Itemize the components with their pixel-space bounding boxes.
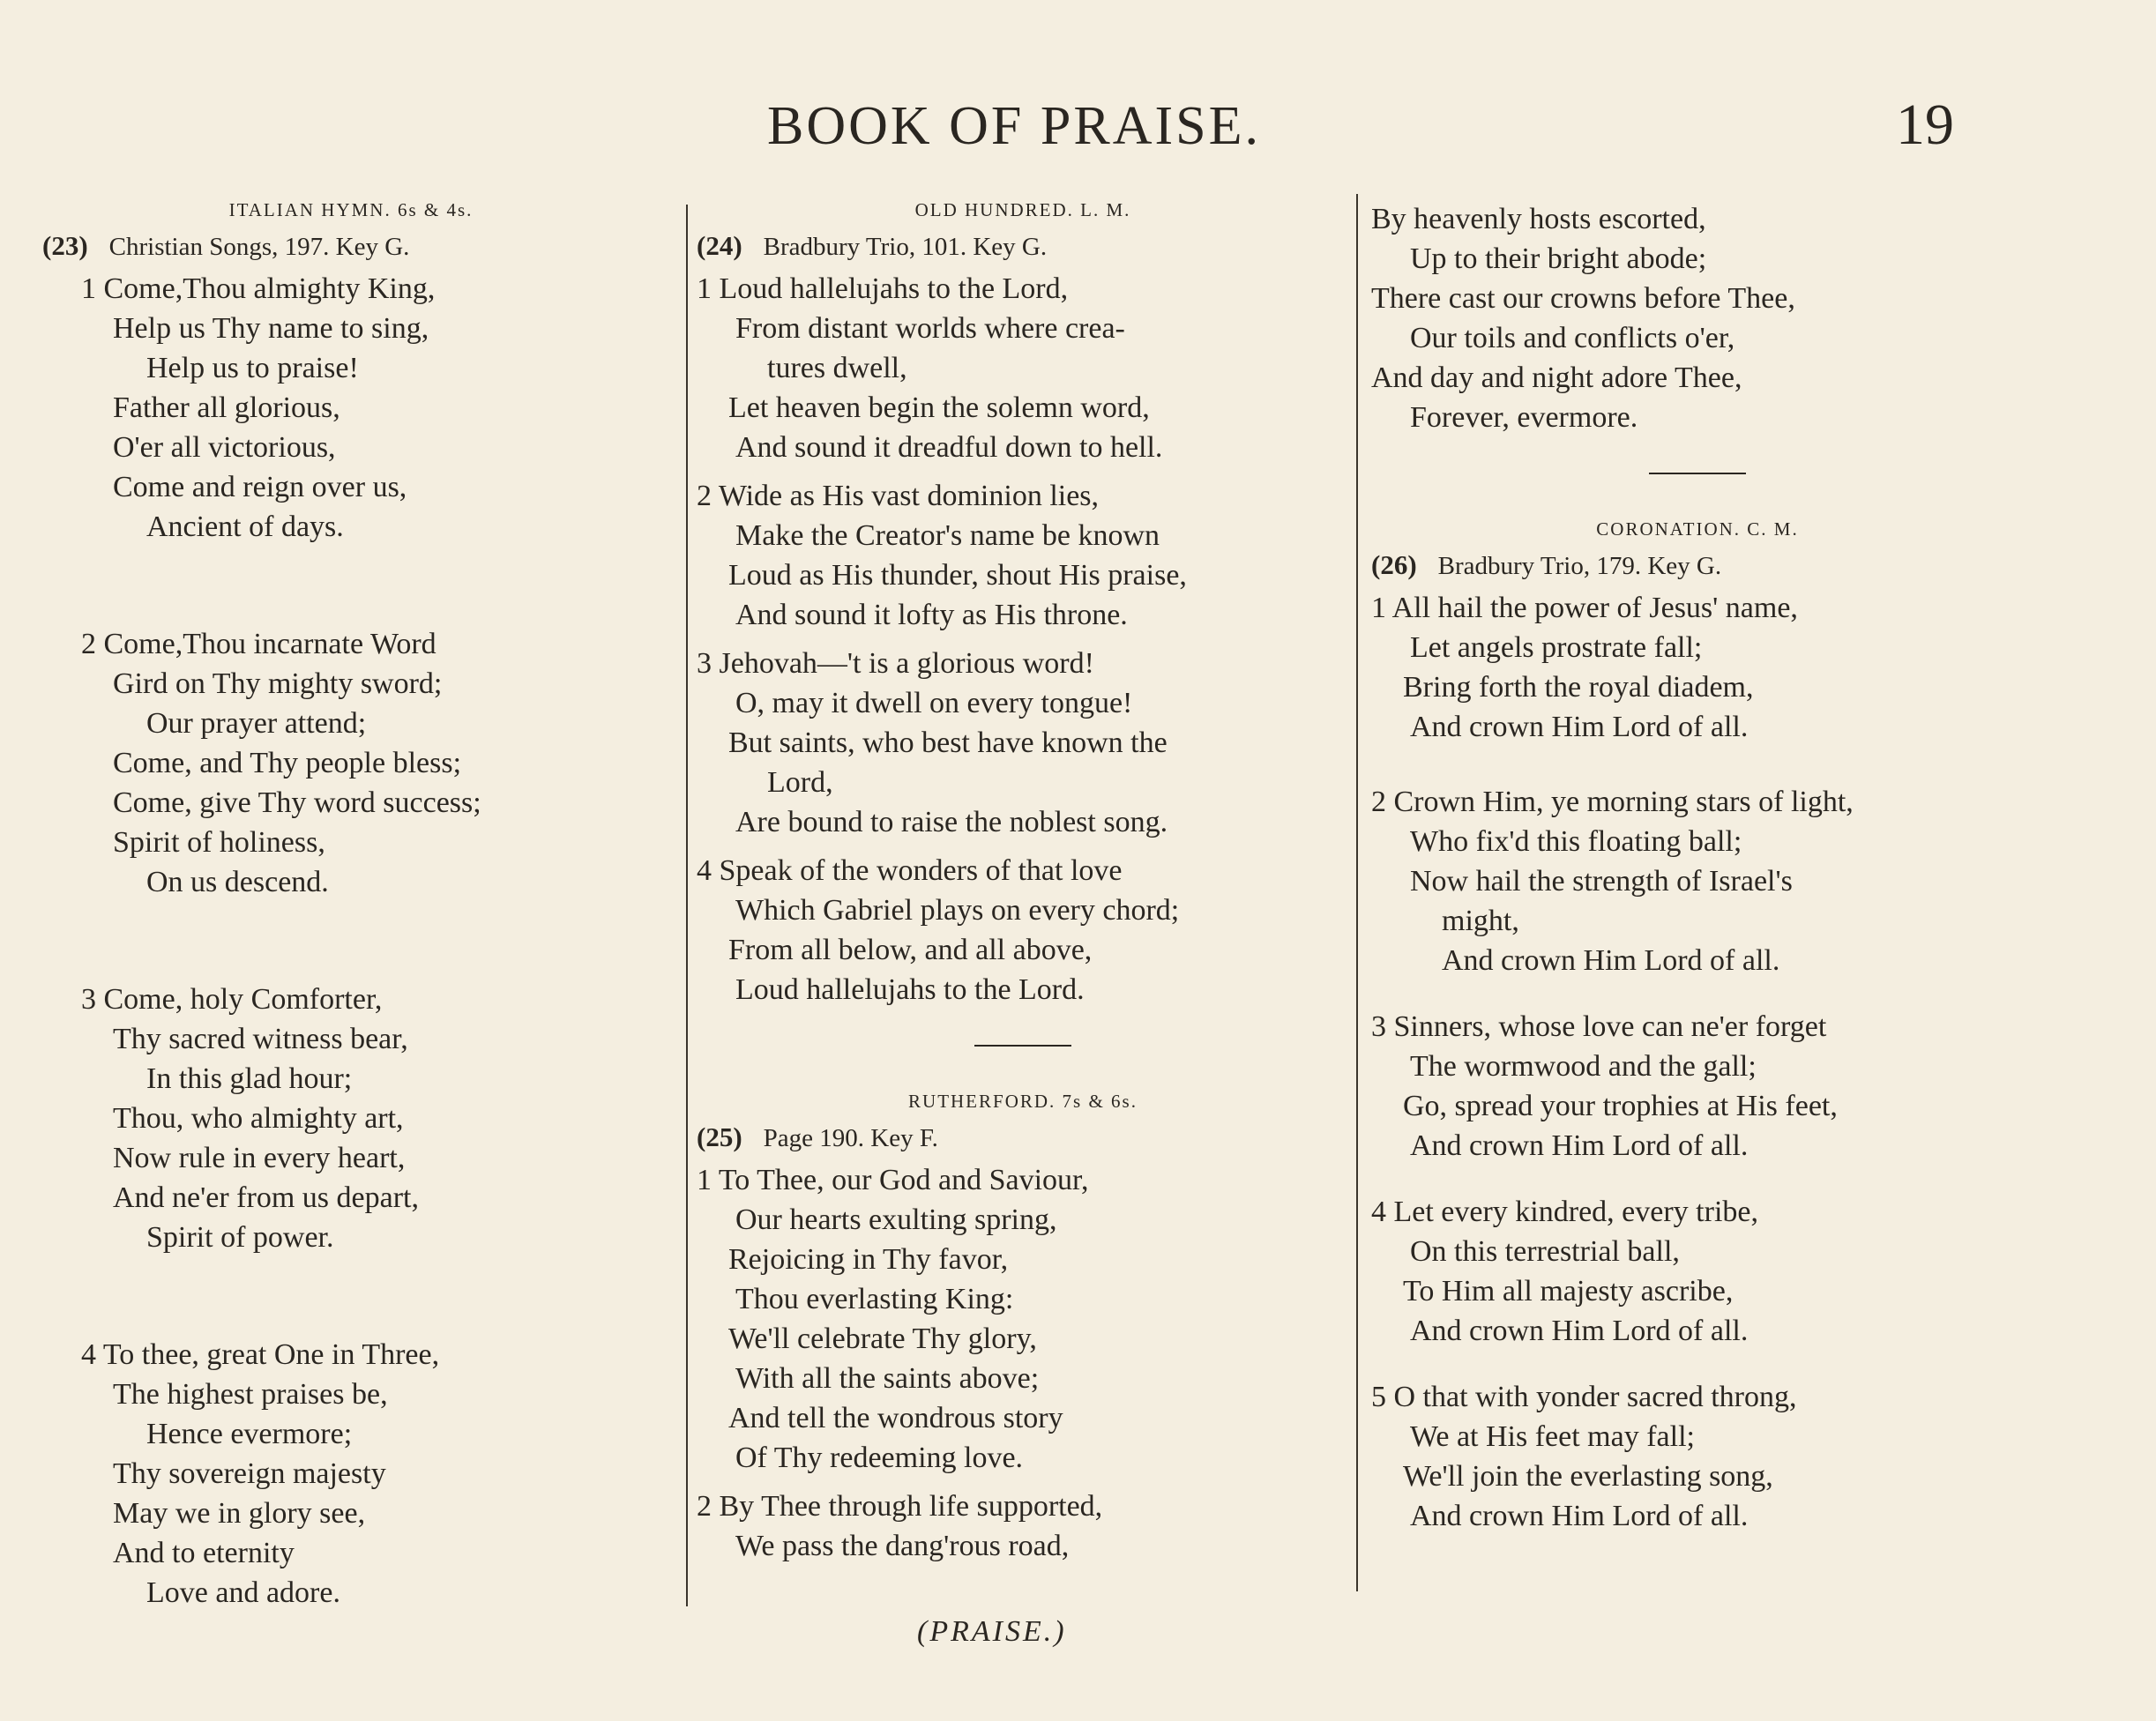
stanza	[697, 644, 1349, 842]
hymn-tune-name: CORONATION. C. M.	[1596, 518, 1799, 540]
hymn-number: (26)	[1371, 549, 1417, 580]
verse-line: On us descend.	[146, 866, 329, 898]
verse-line: O'er all victorious,	[113, 431, 336, 464]
verse-line: Who fix'd this floating ball;	[1410, 825, 1742, 858]
stanza	[1371, 1377, 2024, 1536]
verse-line: From all below, and all above,	[728, 934, 1093, 966]
stanza	[42, 269, 660, 547]
hymn-tune-name: ITALIAN HYMN. 6s & 4s.	[228, 199, 474, 220]
verse-line: On this terrestrial ball,	[1410, 1235, 1680, 1268]
stanza	[697, 851, 1349, 1010]
verse-line: Now rule in every heart,	[113, 1142, 406, 1174]
hymn-source: Christian Songs, 197. Key G.	[108, 233, 410, 261]
hymn-reference	[697, 1121, 1349, 1153]
hymn-number: (23)	[42, 230, 88, 261]
verse-line: Spirit of power.	[146, 1221, 334, 1254]
verse-line: Father all glorious,	[113, 391, 340, 424]
hymn-tune-name: OLD HUNDRED. L. M.	[914, 199, 1131, 220]
verse-line: 4 To thee, great One in Three,	[81, 1338, 440, 1371]
stanza	[1371, 1007, 2024, 1166]
stanza	[697, 1486, 1349, 1566]
page-title: BOOK OF PRAISE.	[766, 96, 1262, 156]
verse-line: Help us to praise!	[146, 352, 359, 384]
verse-line: 3 Sinners, whose love can ne'er forget	[1371, 1010, 1827, 1043]
verse-line: Love and adore.	[146, 1576, 340, 1609]
verse-line: And sound it lofty as His throne.	[735, 599, 1128, 631]
verse-line: 2 By Thee through life supported,	[697, 1490, 1103, 1523]
stanza	[42, 624, 660, 902]
verse-line: But saints, who best have known the	[728, 726, 1168, 759]
verse-line: Which Gabriel plays on every chord;	[735, 894, 1180, 927]
verse-line: Gird on Thy mighty sword;	[113, 667, 443, 700]
verse-line: Of Thy redeeming love.	[735, 1442, 1024, 1474]
verse-line: In this glad hour;	[146, 1062, 353, 1095]
verse-line: Let angels prostrate fall;	[1410, 631, 1703, 664]
verse-line: might,	[1442, 905, 1519, 937]
stanza	[1371, 782, 2024, 980]
verse-line: And crown Him Lord of all.	[1410, 1129, 1749, 1162]
verse-line: Thou, who almighty art,	[113, 1102, 404, 1135]
verse-line: Our toils and conflicts o'er,	[1410, 322, 1735, 354]
verse-line: The highest praises be,	[113, 1378, 388, 1411]
verse-line: And crown Him Lord of all.	[1442, 944, 1780, 977]
verse-line: 4 Speak of the wonders of that love	[697, 854, 1123, 887]
stanza	[697, 269, 1349, 467]
verse-line: Come, and Thy people bless;	[113, 747, 462, 779]
hymn-tune-name: RUTHERFORD. 7s & 6s.	[908, 1091, 1138, 1112]
column-left	[42, 199, 660, 1621]
verse-line: May we in glory see,	[113, 1497, 366, 1530]
verse-line: Come, give Thy word success;	[113, 786, 481, 819]
verse-line: And tell the wondrous story	[728, 1402, 1063, 1434]
hymn-source: Bradbury Trio, 101. Key G.	[763, 233, 1048, 261]
verse-line: 1 Loud hallelujahs to the Lord,	[697, 272, 1069, 305]
verse-line: And day and night adore Thee,	[1371, 361, 1742, 394]
hymn-source: Bradbury Trio, 179. Key G.	[1437, 552, 1722, 580]
verse-line: Hence evermore;	[146, 1418, 353, 1450]
verse-line: Rejoicing in Thy favor,	[728, 1243, 1009, 1276]
hymn-reference	[42, 230, 660, 262]
verse-line: 1 To Thee, our God and Saviour,	[697, 1164, 1089, 1196]
column-right	[1371, 199, 2024, 1545]
verse-line: And sound it dreadful down to hell.	[735, 431, 1163, 464]
verse-line: Let heaven begin the solemn word,	[728, 391, 1150, 424]
verse-line: Our prayer attend;	[146, 707, 367, 740]
verse-line: Loud hallelujahs to the Lord.	[735, 973, 1085, 1006]
column-divider-left	[686, 205, 688, 1606]
verse-line: And to eternity	[113, 1537, 295, 1569]
verse-line: Make the Creator's name be known	[735, 519, 1160, 552]
stanza	[1371, 588, 2024, 747]
verse-line: 3 Jehovah—'t is a glorious word!	[697, 647, 1094, 680]
hymn-source: Page 190. Key F.	[763, 1124, 938, 1152]
stanza	[697, 1160, 1349, 1478]
verse-line: And crown Him Lord of all.	[1410, 1500, 1749, 1532]
stanza	[42, 1335, 660, 1613]
verse-line: Forever, evermore.	[1410, 401, 1638, 434]
verse-line: 3 Come, holy Comforter,	[81, 983, 383, 1016]
printer-signature: (PRAISE.)	[917, 1615, 1067, 1648]
verse-line: Up to their bright abode;	[1410, 242, 1707, 275]
verse-line: Bring forth the royal diadem,	[1403, 671, 1754, 704]
hymn-number: (24)	[697, 230, 742, 261]
verse-line: Now hail the strength of Israel's	[1410, 865, 1793, 898]
verse-line: 1 Come,Thou almighty King,	[81, 272, 436, 305]
verse-line: There cast our crowns before Thee,	[1371, 282, 1795, 315]
verse-line: From distant worlds where crea-	[735, 312, 1125, 345]
hymn-number: (25)	[697, 1121, 742, 1152]
verse-line: With all the saints above;	[735, 1362, 1040, 1395]
verse-line: We'll celebrate Thy glory,	[728, 1322, 1037, 1355]
verse-line: 2 Crown Him, ye morning stars of light,	[1371, 786, 1854, 818]
verse-line: Are bound to raise the noblest song.	[735, 806, 1168, 838]
verse-line: We pass the dang'rous road,	[735, 1530, 1070, 1562]
column-divider-right	[1356, 194, 1358, 1591]
verse-line: And crown Him Lord of all.	[1410, 711, 1749, 743]
verse-line: Spirit of holiness,	[113, 826, 325, 859]
verse-line: Thy sacred witness bear,	[113, 1023, 408, 1055]
verse-line: Help us Thy name to sing,	[113, 312, 429, 345]
verse-line: Ancient of days.	[146, 510, 344, 543]
section-divider	[1649, 473, 1746, 474]
hymn-reference	[1371, 549, 2024, 581]
verse-line: Lord,	[767, 766, 833, 799]
verse-line: Our hearts exulting spring,	[735, 1203, 1057, 1236]
stanza-continued	[1371, 199, 2024, 437]
page-number: 19	[1896, 93, 1954, 157]
column-middle	[697, 199, 1349, 1575]
verse-line: And crown Him Lord of all.	[1410, 1315, 1749, 1347]
stanza	[42, 980, 660, 1257]
verse-line: By heavenly hosts escorted,	[1371, 203, 1706, 235]
verse-line: Go, spread your trophies at His feet,	[1403, 1090, 1838, 1122]
verse-line: And ne'er from us depart,	[113, 1181, 419, 1214]
verse-line: Come and reign over us,	[113, 471, 407, 503]
verse-line: tures dwell,	[767, 352, 907, 384]
stanza	[697, 476, 1349, 635]
verse-line: 2 Wide as His vast dominion lies,	[697, 480, 1100, 512]
verse-line: 2 Come,Thou incarnate Word	[81, 628, 436, 660]
verse-line: 5 O that with yonder sacred throng,	[1371, 1381, 1797, 1413]
verse-line: Loud as His thunder, shout His praise,	[728, 559, 1187, 592]
stanza	[1371, 1192, 2024, 1351]
verse-line: 4 Let every kindred, every tribe,	[1371, 1196, 1758, 1228]
verse-line: Thou everlasting King:	[735, 1283, 1014, 1315]
verse-line: Thy sovereign majesty	[113, 1457, 386, 1490]
verse-line: O, may it dwell on every tongue!	[735, 687, 1133, 719]
verse-line: The wormwood and the gall;	[1410, 1050, 1757, 1083]
verse-line: 1 All hail the power of Jesus' name,	[1371, 592, 1798, 624]
section-divider	[974, 1045, 1071, 1047]
hymn-reference	[697, 230, 1349, 262]
verse-line: We'll join the everlasting song,	[1403, 1460, 1773, 1493]
verse-line: We at His feet may fall;	[1410, 1420, 1695, 1453]
verse-line: To Him all majesty ascribe,	[1403, 1275, 1734, 1308]
